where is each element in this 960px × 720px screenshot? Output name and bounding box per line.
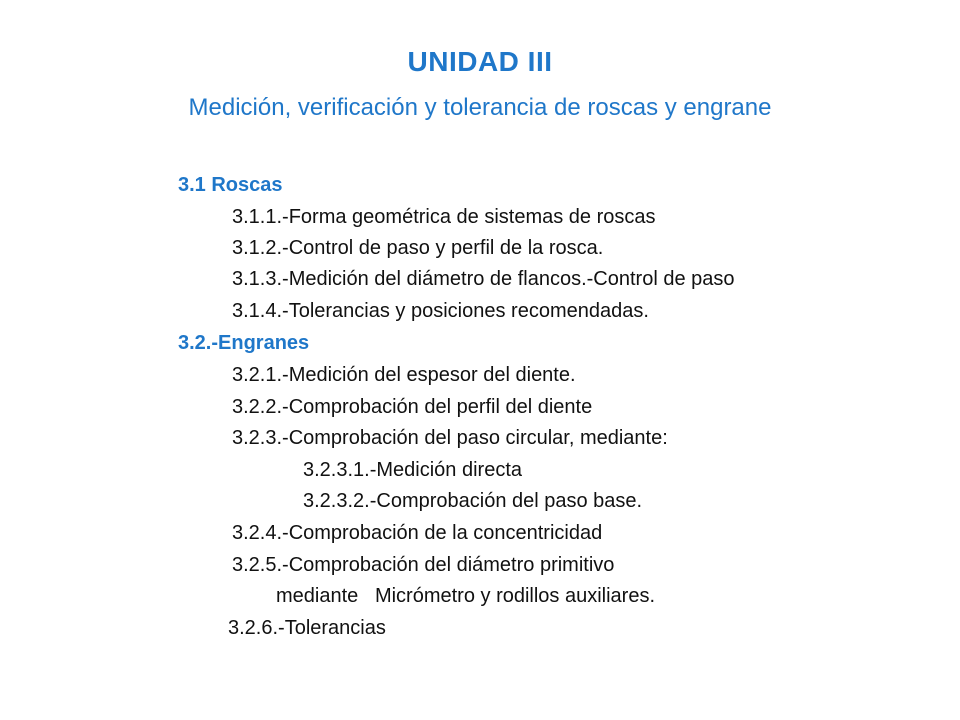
outline-item: 3.2.4.-Comprobación de la concentricidad	[232, 522, 603, 544]
outline-item: 3.1.4.-Tolerancias y posiciones recomendadas.	[232, 300, 649, 322]
outline-item: 3.1.1.-Forma geométrica de sistemas de roscas	[232, 206, 656, 228]
section-heading-engranes: 3.2.-Engranes	[178, 332, 310, 354]
outline-item: 3.2.6.-Tolerancias	[228, 617, 386, 639]
outline-item: 3.2.1.-Medición del espesor del diente.	[232, 364, 576, 386]
slide-title: UNIDAD III	[407, 46, 553, 77]
outline-item: 3.1.3.-Medición del diámetro de flancos.-Control de paso	[232, 268, 735, 290]
outline-subitem: 3.2.3.1.-Medición directa	[303, 459, 523, 481]
outline-subitem: 3.2.3.2.-Comprobación del paso base.	[303, 490, 643, 512]
outline-item: 3.1.2.-Control de paso y perfil de la rosca.	[232, 237, 604, 259]
outline-item: 3.2.2.-Comprobación del perfil del diente	[232, 396, 593, 418]
outline-item: 3.2.3.-Comprobación del paso circular, mediante:	[232, 427, 668, 449]
outline-item-continuation: mediante Micrómetro y rodillos auxiliares.	[276, 585, 656, 607]
section-heading-roscas: 3.1 Roscas	[178, 174, 283, 196]
outline-item: 3.2.5.-Comprobación del diámetro primitivo	[232, 554, 615, 576]
slide-subtitle: Medición, verificación y tolerancia de roscas y engrane	[188, 94, 772, 121]
